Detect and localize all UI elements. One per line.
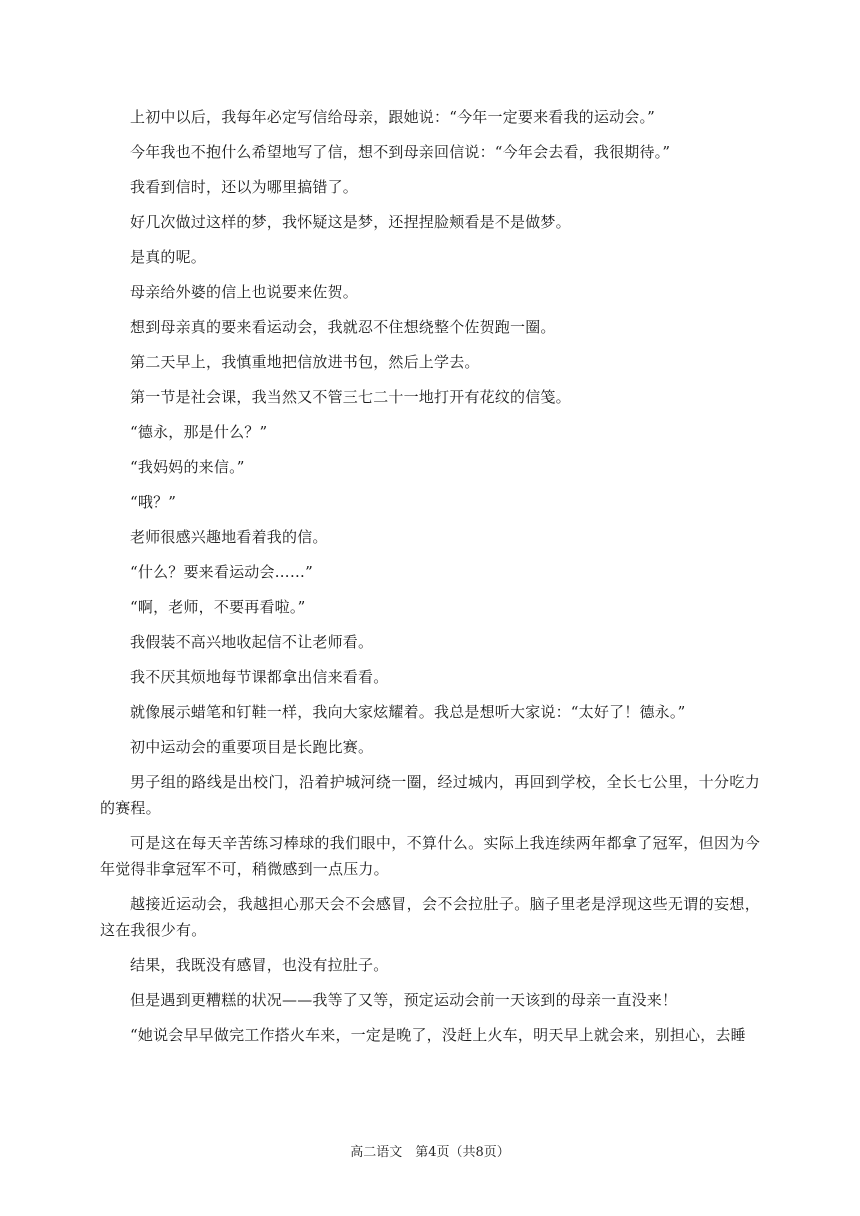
paragraph: 越接近运动会，我越担心那天会不会感冒，会不会拉肚子。脑子里老是浮现这些无谓的妄想，这在我很少有。 bbox=[100, 895, 760, 939]
paragraph: 我假装不高兴地收起信不让老师看。 bbox=[130, 633, 374, 651]
paragraph: 老师很感兴趣地看着我的信。 bbox=[130, 528, 328, 546]
paragraph: 上初中以后，我每年必定写信给母亲，跟她说：“今年一定要来看我的运动会。” bbox=[130, 108, 656, 126]
paragraph: 好几次做过这样的梦，我怀疑这是梦，还捏捏脸颊看是不是做梦。 bbox=[130, 213, 571, 231]
dialogue-line: “我妈妈的来信。” bbox=[130, 458, 245, 476]
paragraph: 我不厌其烦地每节课都拿出信来看看。 bbox=[130, 668, 389, 686]
paragraph: 想到母亲真的要来看运动会，我就忍不住想绕整个佐贺跑一圈。 bbox=[130, 318, 556, 336]
paragraph: 母亲给外婆的信上也说要来佐贺。 bbox=[130, 283, 359, 301]
paragraph: 初中运动会的重要项目是长跑比赛。 bbox=[130, 738, 374, 756]
body-text bbox=[100, 104, 760, 1057]
paragraph: 是真的呢。 bbox=[130, 248, 207, 266]
paragraph: 第一节是社会课，我当然又不管三七二十一地打开有花纹的信笺。 bbox=[130, 388, 571, 406]
dialogue-line: “哦？” bbox=[130, 493, 177, 511]
paragraph: 我看到信时，还以为哪里搞错了。 bbox=[130, 178, 359, 196]
paragraph: 可是这在每天辛苦练习棒球的我们眼中，不算什么。实际上我连续两年都拿了冠军，但因为今年觉得非拿冠军不可，稍微感到一点压力。 bbox=[100, 834, 760, 878]
paragraph: 就像展示蜡笔和钉鞋一样，我向大家炫耀着。我总是想听大家说：“太好了！德永。” bbox=[130, 703, 686, 721]
paragraph: “她说会早早做完工作搭火车来，一定是晚了，没赶上火车，明天早上就会来，别担心，去睡 bbox=[130, 1026, 746, 1044]
paragraph: 第二天早上，我慎重地把信放进书包，然后上学去。 bbox=[130, 353, 480, 371]
page-footer: 高二语文 第4页（共8页） bbox=[350, 1145, 510, 1160]
dialogue-line: “啊，老师，不要再看啦。” bbox=[130, 598, 306, 616]
dialogue-line: “什么？要来看运动会……” bbox=[130, 563, 313, 581]
paragraph: 但是遇到更糟糕的状况——我等了又等，预定运动会前一天该到的母亲一直没来！ bbox=[130, 991, 678, 1009]
paragraph: 今年我也不抱什么希望地写了信，想不到母亲回信说：“今年会去看，我很期待。” bbox=[130, 143, 671, 161]
paragraph: 男子组的路线是出校门，沿着护城河绕一圈，经过城内，再回到学校，全长七公里，十分吃力的赛程。 bbox=[100, 773, 760, 817]
paragraph: 结果，我既没有感冒，也没有拉肚子。 bbox=[130, 956, 389, 974]
dialogue-line: “德永，那是什么？” bbox=[130, 423, 268, 441]
